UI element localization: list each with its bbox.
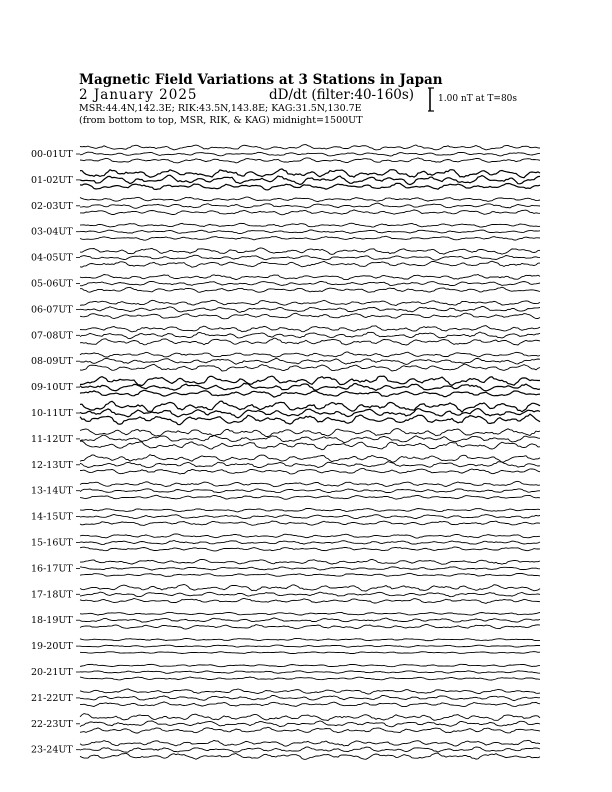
station-trace — [80, 364, 540, 371]
station-trace — [80, 481, 540, 486]
station-trace — [80, 521, 540, 525]
station-trace — [80, 230, 540, 234]
station-trace — [80, 714, 540, 721]
station-trace — [80, 197, 540, 202]
station-trace — [80, 306, 540, 312]
station-trace — [80, 275, 540, 280]
station-trace — [80, 203, 540, 208]
hour-row — [31, 664, 540, 680]
station-trace — [80, 508, 540, 512]
station-trace — [80, 326, 540, 332]
station-trace — [80, 462, 540, 468]
station-trace — [80, 702, 540, 707]
station-trace — [80, 515, 540, 519]
hour-row — [31, 326, 540, 345]
hour-label: 03-04UT — [31, 226, 73, 238]
hour-row — [31, 275, 540, 293]
hour-row — [31, 714, 540, 733]
station-trace — [80, 721, 540, 727]
hour-row — [31, 508, 540, 525]
station-trace — [80, 236, 540, 240]
hour-row — [31, 169, 540, 190]
hour-row — [31, 455, 540, 474]
station-trace — [80, 338, 540, 345]
hour-label: 22-23UT — [31, 718, 73, 730]
hour-label: 19-20UT — [31, 641, 73, 653]
station-trace — [80, 740, 540, 746]
station-trace — [80, 352, 540, 357]
station-trace — [80, 541, 540, 545]
hour-label: 13-14UT — [31, 485, 73, 497]
hour-row — [31, 223, 540, 240]
station-trace — [80, 652, 540, 654]
hour-label: 21-22UT — [31, 692, 73, 704]
hour-label: 05-06UT — [31, 278, 73, 290]
hour-label: 11-12UT — [31, 433, 73, 445]
station-trace — [80, 332, 540, 339]
station-trace — [80, 567, 540, 570]
station-trace — [80, 598, 540, 603]
hour-row — [31, 559, 540, 576]
hour-row — [31, 638, 540, 653]
station-trace — [80, 747, 540, 752]
hour-label: 18-19UT — [31, 615, 73, 627]
hour-row — [31, 300, 540, 319]
station-order-note: (from bottom to top, MSR, RIK, & KAG) midnight=1500UT — [79, 115, 363, 126]
hour-label: 01-02UT — [31, 174, 73, 186]
hour-row — [31, 429, 540, 450]
station-trace — [80, 300, 540, 305]
station-trace — [80, 664, 540, 666]
hour-label: 20-21UT — [31, 667, 73, 678]
hour-row — [31, 376, 540, 397]
station-trace — [80, 435, 540, 443]
station-trace — [80, 358, 540, 364]
hour-row — [31, 534, 540, 551]
hour-label: 17-18UT — [31, 589, 73, 601]
hour-row — [31, 612, 540, 629]
station-trace — [80, 390, 540, 397]
hour-row — [31, 585, 540, 604]
station-trace — [80, 376, 540, 386]
hour-label: 16-17UT — [31, 563, 73, 575]
station-trace — [80, 152, 540, 156]
station-trace — [80, 573, 540, 576]
hour-label: 06-07UT — [31, 304, 73, 316]
station-trace — [80, 592, 540, 597]
hour-label: 09-10UT — [31, 382, 73, 394]
station-trace — [80, 183, 540, 190]
station-trace — [80, 455, 540, 463]
station-trace — [80, 469, 540, 474]
station-trace — [80, 645, 540, 647]
station-trace — [80, 638, 540, 640]
hour-row — [31, 689, 540, 707]
station-coordinates: MSR:44.4N,142.3E; RIK:43.5N,143.8E; KAG:31.5N,130.7E — [79, 103, 362, 114]
station-trace — [80, 696, 540, 701]
hour-label: 14-15UT — [31, 511, 73, 523]
hour-row — [31, 145, 540, 163]
station-trace — [80, 624, 540, 629]
station-trace — [80, 489, 540, 493]
station-trace — [80, 210, 540, 215]
station-trace — [80, 169, 540, 178]
station-trace — [80, 429, 540, 437]
station-trace — [80, 677, 540, 680]
station-trace — [80, 261, 540, 267]
station-trace — [80, 383, 540, 391]
hour-row — [31, 481, 540, 499]
station-trace — [80, 287, 540, 292]
station-trace — [80, 248, 540, 254]
station-trace — [80, 618, 540, 622]
station-trace — [80, 534, 540, 538]
station-trace — [80, 495, 540, 499]
station-trace — [80, 585, 540, 592]
chart-date: 2 January 2025 — [79, 87, 198, 103]
station-trace — [80, 547, 540, 551]
station-trace — [80, 401, 540, 412]
station-trace — [80, 255, 540, 260]
hour-label: 02-03UT — [31, 200, 73, 212]
scale-label: 1.00 nT at T=80s — [438, 94, 518, 104]
chart-quantity: dD/dt (filter:40-160s) — [269, 87, 415, 103]
hour-row — [31, 740, 540, 759]
hour-label: 12-13UT — [31, 459, 73, 471]
hour-label: 07-08UT — [31, 330, 73, 342]
station-trace — [80, 313, 540, 319]
station-trace — [80, 158, 540, 163]
hour-label: 15-16UT — [31, 537, 73, 549]
station-trace — [80, 753, 540, 759]
hour-label: 04-05UT — [31, 252, 73, 264]
hour-row — [31, 197, 540, 215]
station-trace — [80, 145, 540, 150]
station-trace — [80, 441, 540, 450]
station-trace — [80, 671, 540, 674]
station-trace — [80, 612, 540, 615]
hour-row — [31, 248, 540, 267]
station-trace — [80, 727, 540, 733]
station-trace — [80, 689, 540, 694]
station-trace — [80, 282, 540, 286]
chart-title: Magnetic Field Variations at 3 Stations in Japan — [79, 72, 443, 88]
station-trace — [80, 223, 540, 227]
hour-label: 00-01UT — [31, 149, 73, 160]
hour-row — [31, 352, 540, 371]
hour-label: 08-09UT — [31, 356, 73, 368]
hour-label: 23-24UT — [31, 744, 73, 756]
station-trace — [80, 414, 540, 425]
hour-label: 10-11UT — [31, 408, 73, 419]
station-trace — [80, 559, 540, 564]
hour-row — [31, 401, 540, 425]
